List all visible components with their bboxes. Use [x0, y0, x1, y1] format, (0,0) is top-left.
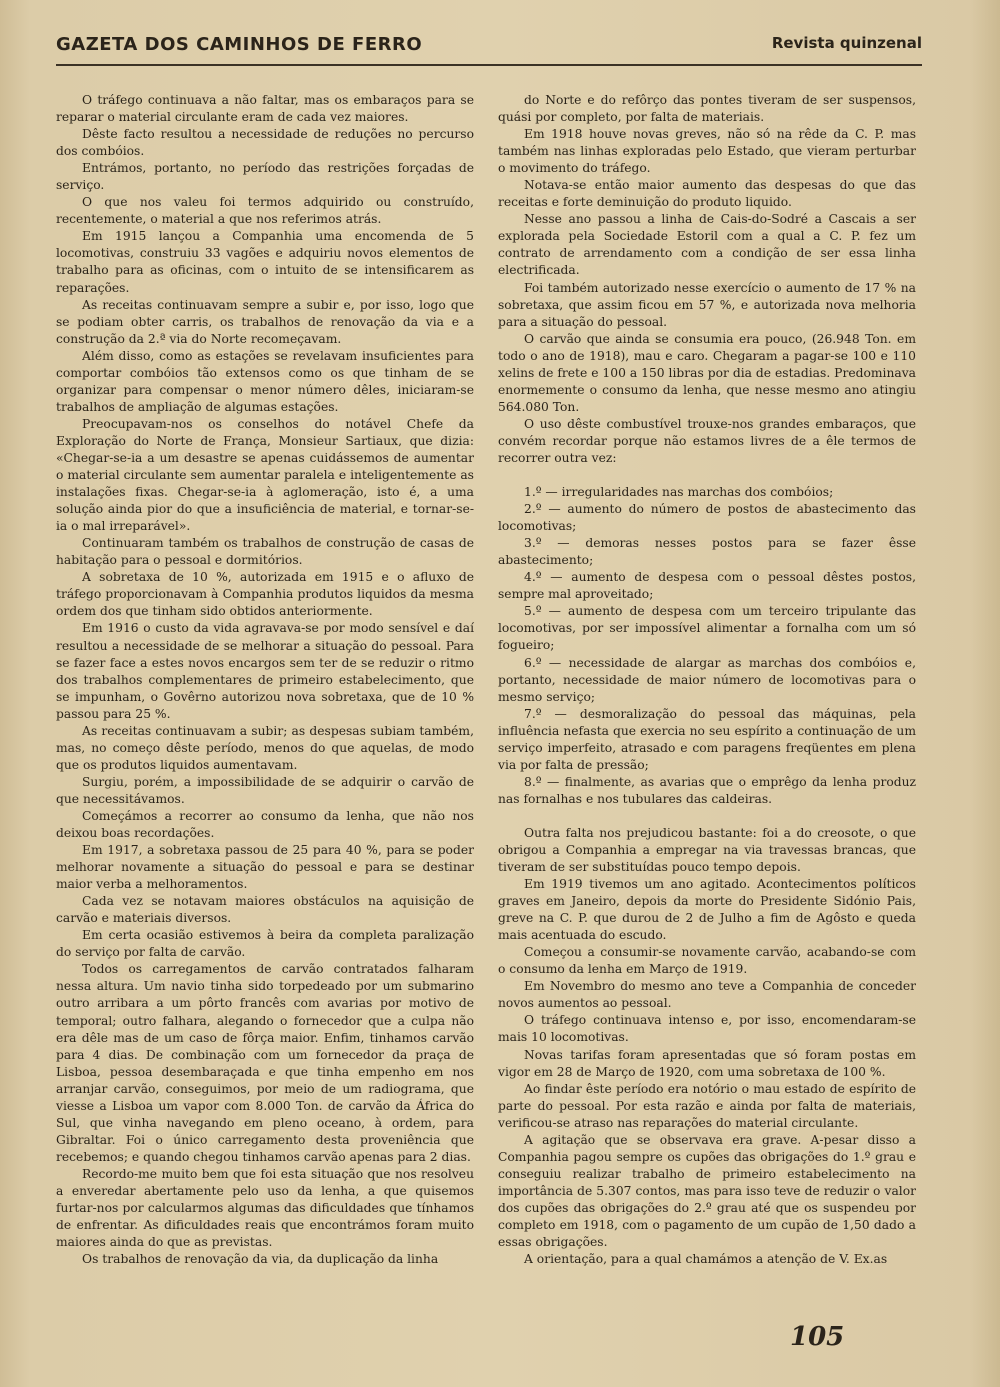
publication-title: GAZETA DOS CAMINHOS DE FERRO	[56, 34, 423, 55]
paragraph: Continuaram também os trabalhos de construção de casas de habitação para o pessoal e dormitórios.	[56, 536, 474, 568]
paragraph: Preocupavam-nos os conselhos do notável Chefe da Exploração do Norte de França, Monsieur Sartiaux, que dizia: «Chegar-se-ia a um desastre se apenas cuidássemos de aumentar o material circulante sem aumentar paralela e inteligentemente as instalações fixas. Chegar-se-ia à aglomeração, isto é, a uma solução ainda pior do que a insuficiência de material, e tornar-se-ia o mal irreparável».	[56, 416, 474, 534]
paragraph: O que nos valeu foi termos adquirido ou construído, recentemente, o material a que nos referimos atrás.	[56, 195, 474, 227]
paragraph: Surgiu, porém, a impossibilidade de se adquirir o carvão de que necessitávamos.	[56, 774, 474, 806]
paragraph: Notava-se então maior aumento das despesas do que das receitas e forte deminuição do produto liquido.	[498, 178, 916, 210]
list-item: 2.º — aumento do número de postos de abastecimento das locomotivas;	[498, 502, 916, 534]
right-column	[498, 92, 916, 1268]
paragraph: do Norte e do refôrço das pontes tiveram de ser suspensos, quási por completo, por falta de materiais.	[498, 93, 916, 125]
paragraph: O carvão que ainda se consumia era pouco, (26.948 Ton. em todo o ano de 1918), mau e caro. Chegaram a pagar-se 100 e 110 xelins de frete e 100 a 150 libras por dia de estadias. Predominava enormemente o consumo da lenha, que nesse mesmo ano atingiu 564.080 Ton.	[498, 331, 916, 414]
paragraph: Em Novembro do mesmo ano teve a Companhia de conceder novos aumentos ao pessoal.	[498, 979, 916, 1011]
list-item: 5.º — aumento de despesa com um terceiro tripulante das locomotivas, por ser impossível alimentar a fornalha com um só fogueiro;	[498, 604, 916, 653]
publication-subtitle: Revista quinzenal	[771, 34, 922, 52]
list-item: 6.º — necessidade de alargar as marchas dos combóios e, portanto, necessidade de maior número de locomotivas para o mesmo serviço;	[498, 655, 916, 704]
paragraph: O uso dêste combustível trouxe-nos grandes embaraços, que convém recordar porque não estamos livres de a êle termos de recorrer outra vez:	[498, 416, 916, 465]
paragraph: A agitação que se observava era grave. A-pesar disso a Companhia pagou sempre os cupões das obrigações do 1.º grau e conseguiu realizar trabalho de primeiro estabelecimento na importância de 5.307 contos, mas para isso teve de reduzir o valor dos cupões das obrigações do 2.º grau até que os suspendeu por completo em 1918, com o pagamento de um cupão de 1,50 dado a essas obrigações.	[498, 1132, 916, 1250]
paragraph: Começámos a recorrer ao consumo da lenha, que não nos deixou boas recordações.	[56, 808, 474, 841]
spacer	[498, 808, 916, 825]
left-column	[56, 92, 474, 1268]
spacer	[498, 467, 916, 484]
paragraph: Entrámos, portanto, no período das restrições forçadas de serviço.	[56, 161, 474, 193]
paragraph: Os trabalhos de renovação da via, da duplicação da linha	[82, 1252, 439, 1267]
paragraph: Em 1916 o custo da vida agravava-se por modo sensível e daí resultou a necessidade de se melhorar a situação do pessoal. Para se fazer face a estes novos encargos sem ter de se reduzir o ritmo dos trabalhos complementares de primeiro estabelecimento, que se impunham, o Govêrno autorizou nova sobretaxa, que de 10 % passou para 25 %.	[56, 621, 474, 721]
page-number: 105	[790, 1322, 845, 1352]
paragraph: Cada vez se notavam maiores obstáculos na aquisição de carvão e materiais diversos.	[56, 894, 474, 926]
list-item: 8.º — finalmente, as avarias que o emprêgo da lenha produz nas fornalhas e nos tubulares das caldeiras.	[498, 774, 916, 806]
paragraph: As receitas continuavam sempre a subir e, por isso, logo que se podiam obter carris, os trabalhos de renovação da via e a construção da 2.ª via do Norte recomeçavam.	[56, 297, 474, 346]
header-rule	[56, 64, 922, 66]
paragraph: Recordo-me muito bem que foi esta situação que nos resolveu a enveredar abertamente pelo uso da lenha, a que quisemos furtar-nos por calcularmos algumas das dificuldades que tínhamos de enfrentar. As dificuldades reais que encontrámos foram muito maiores ainda do que as previstas.	[56, 1166, 474, 1250]
paragraph: Em 1919 tivemos um ano agitado. Acontecimentos políticos graves em Janeiro, depois da morte do Presidente Sidónio Pais, greve na C. P. que durou de 2 de Julho a fim de Agôsto e queda mais acentuada do escudo.	[498, 877, 916, 943]
paragraph: Em 1915 lançou a Companhia uma encomenda de 5 locomotivas, construiu 33 vagões e adquiriu novos elementos de trabalho para as oficinas, com o intuito de se intensificarem as reparações.	[56, 229, 474, 295]
paragraph: Começou a consumir-se novamente carvão, acabando-se com o consumo da lenha em Março de 1919.	[498, 945, 916, 977]
paragraph: A sobretaxa de 10 %, autorizada em 1915 e o afluxo de tráfego proporcionavam à Companhia produtos liquidos da mesma ordem dos que tinham sido obtidos anteriormente.	[56, 570, 474, 619]
paragraph: O tráfego continuava intenso e, por isso, encomendaram-se mais 10 locomotivas.	[498, 1013, 916, 1045]
paragraph: As receitas continuavam a subir; as despesas subiam também, mas, no começo dêste período, menos do que aquelas, de modo que os produtos liquidos aumentavam.	[56, 723, 474, 772]
list-item: 3.º — demoras nesses postos para se fazer êsse abastecimento;	[498, 536, 916, 568]
paragraph: Todos os carregamentos de carvão contratados falharam nessa altura. Um navio tinha sido torpedeado por um submarino outro arribara a um pôrto francês com avarias por motivo de temporal; outro falhara, alegando o fornecedor que a culpa não era dêle mas de um caso de fôrça maior. Enfim, tinhamos carvão para 4 dias. De combinação com um fornecedor da praça de Lisboa, pessoa desembaraçada e que tinha empenho em nos arranjar carvão, conseguimos, por meio de um radiograma, que viesse a Lisboa um vapor com 8.000 Ton. de carvão da África do Sul, que vinha navegando em pleno oceano, à ordem, para Gibraltar. Foi o único carregamento desta proveniência que recebemos; e quando chegou tinhamos carvão apenas para 2 dias.	[56, 962, 474, 1164]
paragraph: Foi também autorizado nesse exercício o aumento de 17 % na sobretaxa, que assim ficou em 57 %, e autorizada nova melhoria para a situação do pessoal.	[498, 280, 916, 329]
paragraph: Em 1918 houve novas greves, não só na rêde da C. P. mas também nas linhas exploradas pelo Estado, que vieram perturbar o movimento do tráfego.	[498, 127, 916, 176]
paragraph: Dêste facto resultou a necessidade de reduções no percurso dos combóios.	[56, 127, 474, 159]
list-item: 4.º — aumento de despesa com o pessoal dêstes postos, sempre mal aproveitado;	[498, 570, 916, 602]
paragraph: Em 1917, a sobretaxa passou de 25 para 40 %, para se poder melhorar novamente a situação do pessoal e para se destinar maior verba a melhoramentos.	[56, 843, 474, 892]
paragraph: Além disso, como as estações se revelavam insuficientes para comportar combóios tão extensos como os que tinham de se organizar para compensar o menor número dêles, iniciaram-se trabalhos de ampliação de algumas estações.	[56, 348, 474, 414]
paragraph: A orientação, para a qual chamámos a atenção de V. Ex.as	[524, 1252, 888, 1267]
paragraph: O tráfego continuava a não faltar, mas os embaraços para se reparar o material circulante eram de cada vez maiores.	[56, 93, 474, 125]
paragraph: Nesse ano passou a linha de Cais-do-Sodré a Cascais a ser explorada pela Sociedade Estoril com a qual a C. P. fez um contrato de arrendamento com a condição de ser essa linha electrificada.	[498, 212, 916, 278]
list-item: 7.º — desmoralização do pessoal das máquinas, pela influência nefasta que exercia no seu espírito a continuação de um serviço imperfeito, atrasado e com paragens freqüentes em plena via por falta de pressão;	[498, 706, 916, 772]
page-header	[56, 34, 922, 62]
paragraph: Em certa ocasião estivemos à beira da completa paralização do serviço por falta de carvão.	[56, 928, 474, 960]
list-item: 1.º — irregularidades nas marchas dos combóios;	[524, 485, 834, 500]
paragraph: Outra falta nos prejudicou bastante: foi a do creosote, o que obrigou a Companhia a empregar na via travessas brancas, que tiveram de ser substituídas pouco tempo depois.	[498, 825, 916, 875]
paragraph: Ao findar êste período era notório o mau estado de espírito de parte do pessoal. Por esta razão e ainda por falta de materiais, verificou-se atraso nas reparações do material circulante.	[498, 1081, 916, 1130]
paragraph: Novas tarifas foram apresentadas que só foram postas em vigor em 28 de Março de 1920, com uma sobretaxa de 100 %.	[498, 1047, 916, 1079]
